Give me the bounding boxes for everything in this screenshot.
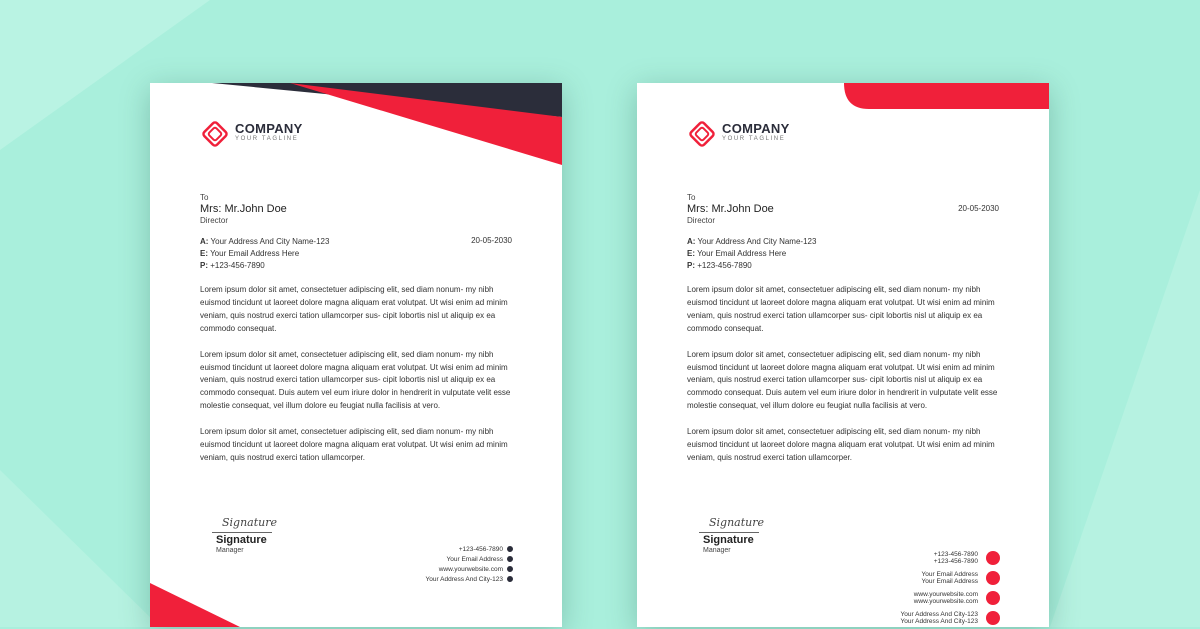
letter-body xyxy=(687,284,1005,478)
email-icon xyxy=(507,556,513,562)
letter-date: 20-05-2030 xyxy=(471,236,512,245)
letter-body xyxy=(200,284,518,478)
globe-icon xyxy=(507,566,513,572)
paragraph-1: Lorem ipsum dolor sit amet, consectetuer adipiscing elit, sed diam nonum- my nibh euismod tincidunt ut laoreet dolore magna aliquam erat volutpat. Ut wisi enim ad minim veniam, quis nostrud exerci tation ullamcorper sus- cipit lobortis nisl ut aliquip ex ea commodo consequat. xyxy=(200,285,508,333)
email-line: E: Your Email Address Here xyxy=(687,249,787,258)
address-line: A: Your Address And City Name-123 xyxy=(687,237,817,246)
footer-contacts xyxy=(901,549,1000,629)
phone-line: P: +123-456-7890 xyxy=(200,261,265,270)
footer-website: www.yourwebsite.com www.yourwebsite.com xyxy=(901,589,1000,607)
footer-contacts xyxy=(426,545,513,585)
paragraph-3: Lorem ipsum dolor sit amet, consectetuer adipiscing elit, sed diam nonum- my nibh euismod tincidunt ut laoreet dolore magna aliquam erat volutpat. Ut wisi enim ad minim veniam, quis nostrud exerci tation ullamcorper. xyxy=(687,427,995,462)
footer-address: Your Address And City-123 Your Address And City-123 xyxy=(901,609,1000,627)
signature-title: Signature xyxy=(216,534,267,546)
company-logo-icon xyxy=(200,119,230,149)
letterhead-dark-red xyxy=(150,83,562,627)
footer-email: Your Email Address Your Email Address xyxy=(901,569,1000,587)
signature-title: Signature xyxy=(703,534,754,546)
paragraph-3: Lorem ipsum dolor sit amet, consectetuer adipiscing elit, sed diam nonum- my nibh euismod tincidunt ut laoreet dolore magna aliquam erat volutpat. Ut wisi enim ad minim veniam, quis nostrud exerci tation ullamcorper. xyxy=(200,427,508,462)
phone-icon xyxy=(986,551,1000,565)
location-icon xyxy=(507,576,513,582)
paragraph-2: Lorem ipsum dolor sit amet, consectetuer adipiscing elit, sed diam nonum- my nibh euismod tincidunt ut laoreet dolore magna aliquam erat volutpat. Ut wisi enim ad minim veniam, quis nostrud exerci tation ullamcorper sus- cipit lobortis nisl ut aliquip ex ea commodo consequat. Duis autem vel eum iriure dolor in hendrerit in vulputate velit esse molestie consequat, vel illum dolore eu feugiat nulla facilisis at vero. xyxy=(687,349,998,411)
paragraph-2: Lorem ipsum dolor sit amet, consectetuer adipiscing elit, sed diam nonum- my nibh euismod tincidunt ut laoreet dolore magna aliquam erat volutpat. Ut wisi enim ad minim veniam, quis nostrud exerci tation ullamcorper sus- cipit lobortis nisl ut aliquip ex ea commodo consequat. Duis autem vel eum iriure dolor in hendrerit in vulputate velit esse molestie consequat, vel illum dolore eu feugiat nulla facilisis at vero. xyxy=(200,349,511,411)
email-icon xyxy=(986,571,1000,585)
globe-icon xyxy=(986,591,1000,605)
letter-date: 20-05-2030 xyxy=(958,204,999,213)
handwritten-signature xyxy=(220,511,278,533)
recipient-title: Director xyxy=(200,216,229,225)
signature-role: Manager xyxy=(216,547,244,554)
footer-phone: +123-456-7890 xyxy=(426,545,513,555)
signature-role: Manager xyxy=(703,547,731,554)
phone-icon xyxy=(507,546,513,552)
location-icon xyxy=(986,611,1000,625)
recipient-name: Mrs: Mr.John Doe xyxy=(200,203,287,215)
footer-phone: +123-456-7890 +123-456-7890 xyxy=(901,549,1000,567)
signature-line xyxy=(699,532,759,533)
recipient-title: Director xyxy=(687,216,716,225)
recipient-name: Mrs: Mr.John Doe xyxy=(687,203,774,215)
company-name: COMPANY xyxy=(235,121,303,136)
svg-text:Signature: Signature xyxy=(709,516,765,529)
sender-contacts xyxy=(687,236,816,272)
letterhead-red-tab xyxy=(637,83,1049,627)
address-line: A: Your Address And City Name-123 xyxy=(200,237,330,246)
company-tagline: YOUR TAGLINE xyxy=(722,136,786,142)
footer-address: Your Address And City-123 xyxy=(426,575,513,585)
to-label: To xyxy=(200,193,209,202)
company-name: COMPANY xyxy=(722,121,790,136)
to-label: To xyxy=(687,193,696,202)
handwritten-signature xyxy=(707,511,765,533)
signature-line xyxy=(212,532,272,533)
paragraph-1: Lorem ipsum dolor sit amet, consectetuer adipiscing elit, sed diam nonum- my nibh euismod tincidunt ut laoreet dolore magna aliquam erat volutpat. Ut wisi enim ad minim veniam, quis nostrud exerci tation ullamcorper sus- cipit lobortis nisl ut aliquip ex ea commodo consequat. xyxy=(687,285,995,333)
footer-email: Your Email Address xyxy=(426,555,513,565)
company-tagline: YOUR TAGLINE xyxy=(235,136,299,142)
svg-text:Signature: Signature xyxy=(222,516,278,529)
sender-contacts xyxy=(200,236,329,272)
phone-line: P: +123-456-7890 xyxy=(687,261,752,270)
company-logo-icon xyxy=(687,119,717,149)
email-line: E: Your Email Address Here xyxy=(200,249,300,258)
footer-website: www.yourwebsite.com xyxy=(426,565,513,575)
